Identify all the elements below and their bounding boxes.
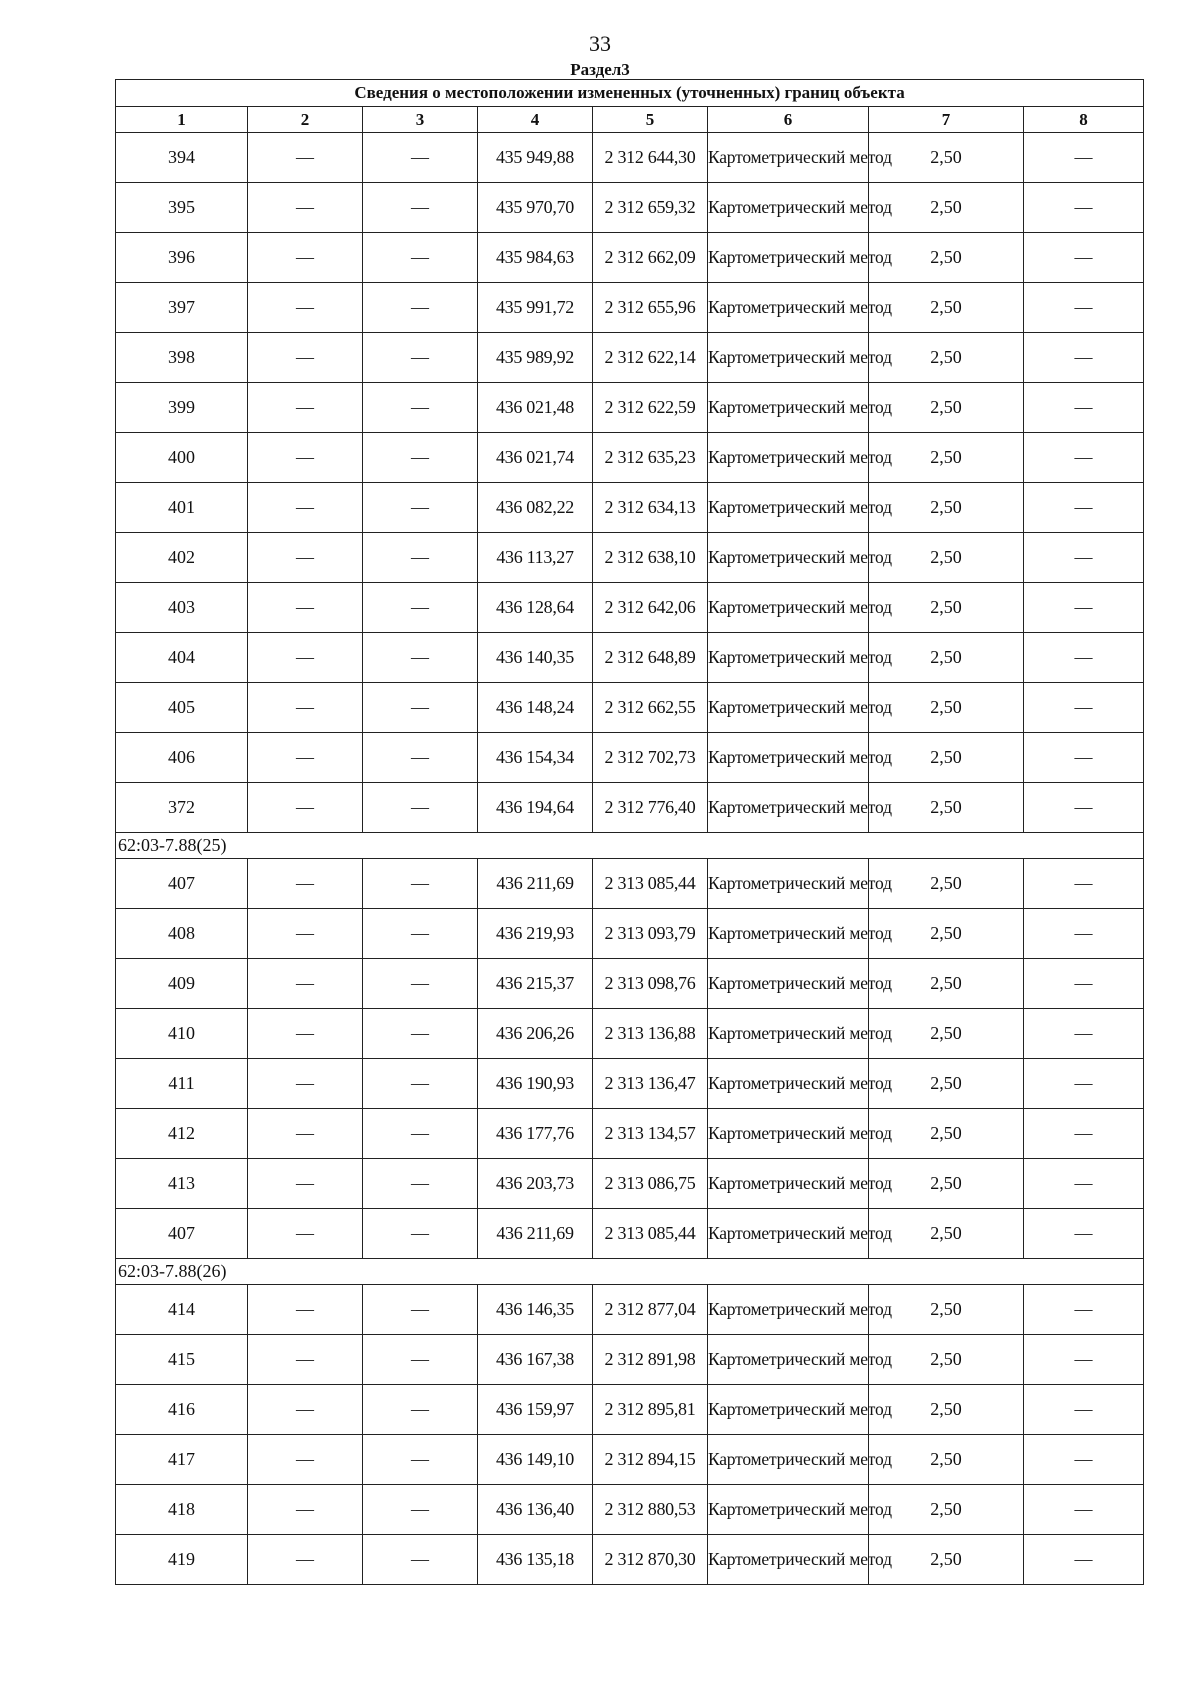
accuracy: 2,50	[869, 1435, 1024, 1485]
col-8-value: —	[1024, 859, 1144, 909]
y-coordinate: 2 313 098,76	[593, 959, 708, 1009]
accuracy: 2,50	[869, 1009, 1024, 1059]
y-coordinate: 2 312 634,13	[593, 483, 708, 533]
col-8-value: —	[1024, 1285, 1144, 1335]
col-2-value: —	[248, 1159, 363, 1209]
method: Картометрический метод	[708, 633, 869, 683]
col-3-value: —	[363, 1009, 478, 1059]
column-number-6: 6	[708, 107, 869, 133]
method: Картометрический метод	[708, 583, 869, 633]
col-8-value: —	[1024, 333, 1144, 383]
table-row	[116, 533, 1144, 583]
col-8-value: —	[1024, 909, 1144, 959]
table-caption: Сведения о местоположении измененных (уточненных) границ объекта	[116, 80, 1144, 107]
x-coordinate: 436 167,38	[478, 1335, 593, 1385]
col-3-value: —	[363, 633, 478, 683]
x-coordinate: 436 082,22	[478, 483, 593, 533]
col-3-value: —	[363, 1285, 478, 1335]
point-number: 409	[116, 959, 248, 1009]
table-row	[116, 1435, 1144, 1485]
col-8-value: —	[1024, 283, 1144, 333]
col-3-value: —	[363, 583, 478, 633]
col-8-value: —	[1024, 733, 1144, 783]
point-number: 412	[116, 1109, 248, 1159]
table-row	[116, 959, 1144, 1009]
table-row	[116, 383, 1144, 433]
accuracy: 2,50	[869, 333, 1024, 383]
y-coordinate: 2 312 877,04	[593, 1285, 708, 1335]
column-number-1: 1	[116, 107, 248, 133]
col-8-value: —	[1024, 1435, 1144, 1485]
point-number: 399	[116, 383, 248, 433]
col-8-value: —	[1024, 1335, 1144, 1385]
point-number: 417	[116, 1435, 248, 1485]
col-2-value: —	[248, 1059, 363, 1109]
column-number-3: 3	[363, 107, 478, 133]
y-coordinate: 2 312 644,30	[593, 133, 708, 183]
col-8-value: —	[1024, 183, 1144, 233]
col-3-value: —	[363, 733, 478, 783]
col-2-value: —	[248, 1535, 363, 1585]
point-number: 418	[116, 1485, 248, 1535]
table-row	[116, 733, 1144, 783]
table-caption-row	[116, 80, 1144, 107]
x-coordinate: 436 203,73	[478, 1159, 593, 1209]
y-coordinate: 2 313 085,44	[593, 859, 708, 909]
accuracy: 2,50	[869, 1335, 1024, 1385]
table-row	[116, 1485, 1144, 1535]
method: Картометрический метод	[708, 1335, 869, 1385]
point-number: 398	[116, 333, 248, 383]
y-coordinate: 2 312 702,73	[593, 733, 708, 783]
col-8-value: —	[1024, 1485, 1144, 1535]
col-8-value: —	[1024, 783, 1144, 833]
method: Картометрический метод	[708, 783, 869, 833]
method: Картометрический метод	[708, 1009, 869, 1059]
y-coordinate: 2 312 622,14	[593, 333, 708, 383]
table-row	[116, 1059, 1144, 1109]
method: Картометрический метод	[708, 483, 869, 533]
col-3-value: —	[363, 183, 478, 233]
boundary-coordinates-table	[115, 79, 1144, 1585]
column-number-row	[116, 107, 1144, 133]
col-3-value: —	[363, 483, 478, 533]
point-number: 414	[116, 1285, 248, 1335]
x-coordinate: 435 989,92	[478, 333, 593, 383]
col-3-value: —	[363, 859, 478, 909]
x-coordinate: 436 021,48	[478, 383, 593, 433]
col-2-value: —	[248, 533, 363, 583]
col-3-value: —	[363, 1159, 478, 1209]
col-2-value: —	[248, 783, 363, 833]
table-body	[116, 133, 1144, 1585]
accuracy: 2,50	[869, 183, 1024, 233]
table-row	[116, 683, 1144, 733]
col-8-value: —	[1024, 633, 1144, 683]
point-number: 404	[116, 633, 248, 683]
col-3-value: —	[363, 383, 478, 433]
accuracy: 2,50	[869, 383, 1024, 433]
accuracy: 2,50	[869, 1485, 1024, 1535]
col-2-value: —	[248, 909, 363, 959]
x-coordinate: 436 211,69	[478, 859, 593, 909]
point-number: 406	[116, 733, 248, 783]
point-number: 413	[116, 1159, 248, 1209]
col-3-value: —	[363, 1535, 478, 1585]
col-3-value: —	[363, 1485, 478, 1535]
table-row	[116, 909, 1144, 959]
y-coordinate: 2 313 134,57	[593, 1109, 708, 1159]
table-row	[116, 859, 1144, 909]
point-number: 397	[116, 283, 248, 333]
col-8-value: —	[1024, 133, 1144, 183]
method: Картометрический метод	[708, 1535, 869, 1585]
col-8-value: —	[1024, 1159, 1144, 1209]
col-8-value: —	[1024, 1009, 1144, 1059]
col-3-value: —	[363, 909, 478, 959]
x-coordinate: 436 177,76	[478, 1109, 593, 1159]
col-3-value: —	[363, 433, 478, 483]
col-3-value: —	[363, 1109, 478, 1159]
y-coordinate: 2 312 870,30	[593, 1535, 708, 1585]
y-coordinate: 2 313 086,75	[593, 1159, 708, 1209]
x-coordinate: 436 148,24	[478, 683, 593, 733]
column-number-2: 2	[248, 107, 363, 133]
y-coordinate: 2 312 895,81	[593, 1385, 708, 1435]
accuracy: 2,50	[869, 733, 1024, 783]
accuracy: 2,50	[869, 633, 1024, 683]
col-2-value: —	[248, 859, 363, 909]
point-number: 408	[116, 909, 248, 959]
col-3-value: —	[363, 683, 478, 733]
x-coordinate: 436 194,64	[478, 783, 593, 833]
col-2-value: —	[248, 483, 363, 533]
x-coordinate: 436 128,64	[478, 583, 593, 633]
y-coordinate: 2 313 085,44	[593, 1209, 708, 1259]
table-row	[116, 483, 1144, 533]
point-number: 395	[116, 183, 248, 233]
col-2-value: —	[248, 283, 363, 333]
column-number-7: 7	[869, 107, 1024, 133]
col-8-value: —	[1024, 1109, 1144, 1159]
method: Картометрический метод	[708, 233, 869, 283]
column-number-5: 5	[593, 107, 708, 133]
col-2-value: —	[248, 1109, 363, 1159]
point-number: 401	[116, 483, 248, 533]
col-2-value: —	[248, 133, 363, 183]
col-2-value: —	[248, 683, 363, 733]
y-coordinate: 2 312 622,59	[593, 383, 708, 433]
col-8-value: —	[1024, 433, 1144, 483]
x-coordinate: 436 021,74	[478, 433, 593, 483]
col-3-value: —	[363, 1059, 478, 1109]
method: Картометрический метод	[708, 909, 869, 959]
x-coordinate: 435 984,63	[478, 233, 593, 283]
col-2-value: —	[248, 233, 363, 283]
y-coordinate: 2 313 136,88	[593, 1009, 708, 1059]
col-2-value: —	[248, 733, 363, 783]
point-number: 407	[116, 1209, 248, 1259]
accuracy: 2,50	[869, 133, 1024, 183]
x-coordinate: 436 146,35	[478, 1285, 593, 1335]
x-coordinate: 435 991,72	[478, 283, 593, 333]
col-8-value: —	[1024, 683, 1144, 733]
col-8-value: —	[1024, 483, 1144, 533]
x-coordinate: 436 135,18	[478, 1535, 593, 1585]
col-2-value: —	[248, 1485, 363, 1535]
accuracy: 2,50	[869, 1059, 1024, 1109]
col-8-value: —	[1024, 1385, 1144, 1435]
y-coordinate: 2 312 635,23	[593, 433, 708, 483]
col-2-value: —	[248, 583, 363, 633]
point-number: 407	[116, 859, 248, 909]
method: Картометрический метод	[708, 1159, 869, 1209]
col-2-value: —	[248, 1285, 363, 1335]
table-row	[116, 433, 1144, 483]
method: Картометрический метод	[708, 1435, 869, 1485]
col-2-value: —	[248, 1435, 363, 1485]
x-coordinate: 436 215,37	[478, 959, 593, 1009]
column-number-8: 8	[1024, 107, 1144, 133]
x-coordinate: 436 140,35	[478, 633, 593, 683]
accuracy: 2,50	[869, 1109, 1024, 1159]
table-row	[116, 283, 1144, 333]
col-3-value: —	[363, 133, 478, 183]
method: Картометрический метод	[708, 733, 869, 783]
table-row	[116, 183, 1144, 233]
point-number: 396	[116, 233, 248, 283]
y-coordinate: 2 312 638,10	[593, 533, 708, 583]
section-title: Раздел3	[570, 60, 630, 79]
accuracy: 2,50	[869, 433, 1024, 483]
y-coordinate: 2 312 659,32	[593, 183, 708, 233]
method: Картометрический метод	[708, 1485, 869, 1535]
y-coordinate: 2 312 894,15	[593, 1435, 708, 1485]
x-coordinate: 436 206,26	[478, 1009, 593, 1059]
col-3-value: —	[363, 283, 478, 333]
point-number: 400	[116, 433, 248, 483]
y-coordinate: 2 312 662,09	[593, 233, 708, 283]
accuracy: 2,50	[869, 959, 1024, 1009]
group-header-row	[116, 833, 1144, 859]
point-number: 415	[116, 1335, 248, 1385]
x-coordinate: 435 970,70	[478, 183, 593, 233]
x-coordinate: 436 136,40	[478, 1485, 593, 1535]
method: Картометрический метод	[708, 133, 869, 183]
col-2-value: —	[248, 183, 363, 233]
point-number: 405	[116, 683, 248, 733]
table-row	[116, 1159, 1144, 1209]
accuracy: 2,50	[869, 859, 1024, 909]
table-row	[116, 133, 1144, 183]
group-header-row	[116, 1259, 1144, 1285]
col-3-value: —	[363, 1335, 478, 1385]
col-2-value: —	[248, 1385, 363, 1435]
y-coordinate: 2 312 648,89	[593, 633, 708, 683]
col-8-value: —	[1024, 383, 1144, 433]
method: Картометрический метод	[708, 1209, 869, 1259]
page-number: 33	[589, 31, 611, 56]
group-label: 62:03-7.88(25)	[116, 833, 1144, 859]
point-number: 394	[116, 133, 248, 183]
col-3-value: —	[363, 783, 478, 833]
method: Картометрический метод	[708, 333, 869, 383]
method: Картометрический метод	[708, 1285, 869, 1335]
accuracy: 2,50	[869, 233, 1024, 283]
col-3-value: —	[363, 233, 478, 283]
accuracy: 2,50	[869, 683, 1024, 733]
col-8-value: —	[1024, 1209, 1144, 1259]
method: Картометрический метод	[708, 183, 869, 233]
col-3-value: —	[363, 959, 478, 1009]
col-8-value: —	[1024, 1535, 1144, 1585]
col-2-value: —	[248, 1009, 363, 1059]
col-2-value: —	[248, 433, 363, 483]
method: Картометрический метод	[708, 683, 869, 733]
col-2-value: —	[248, 333, 363, 383]
accuracy: 2,50	[869, 1209, 1024, 1259]
col-8-value: —	[1024, 533, 1144, 583]
col-3-value: —	[363, 1435, 478, 1485]
table-row	[116, 233, 1144, 283]
col-3-value: —	[363, 533, 478, 583]
col-2-value: —	[248, 633, 363, 683]
point-number: 411	[116, 1059, 248, 1109]
method: Картометрический метод	[708, 433, 869, 483]
accuracy: 2,50	[869, 1385, 1024, 1435]
col-2-value: —	[248, 1209, 363, 1259]
col-8-value: —	[1024, 583, 1144, 633]
y-coordinate: 2 312 776,40	[593, 783, 708, 833]
x-coordinate: 436 154,34	[478, 733, 593, 783]
point-number: 410	[116, 1009, 248, 1059]
method: Картометрический метод	[708, 959, 869, 1009]
table-row	[116, 1335, 1144, 1385]
table-row	[116, 783, 1144, 833]
method: Картометрический метод	[708, 1059, 869, 1109]
x-coordinate: 436 211,69	[478, 1209, 593, 1259]
method: Картометрический метод	[708, 859, 869, 909]
accuracy: 2,50	[869, 1159, 1024, 1209]
method: Картометрический метод	[708, 1109, 869, 1159]
point-number: 402	[116, 533, 248, 583]
method: Картометрический метод	[708, 1385, 869, 1435]
point-number: 416	[116, 1385, 248, 1435]
col-2-value: —	[248, 959, 363, 1009]
table-row	[116, 1385, 1144, 1435]
col-3-value: —	[363, 1209, 478, 1259]
accuracy: 2,50	[869, 283, 1024, 333]
accuracy: 2,50	[869, 909, 1024, 959]
table-row	[116, 1535, 1144, 1585]
accuracy: 2,50	[869, 1535, 1024, 1585]
table-row	[116, 1285, 1144, 1335]
col-2-value: —	[248, 383, 363, 433]
table-row	[116, 1209, 1144, 1259]
y-coordinate: 2 312 655,96	[593, 283, 708, 333]
accuracy: 2,50	[869, 483, 1024, 533]
point-number: 403	[116, 583, 248, 633]
col-3-value: —	[363, 1385, 478, 1435]
col-8-value: —	[1024, 1059, 1144, 1109]
y-coordinate: 2 312 880,53	[593, 1485, 708, 1535]
table-row	[116, 1109, 1144, 1159]
x-coordinate: 436 190,93	[478, 1059, 593, 1109]
table-row	[116, 1009, 1144, 1059]
x-coordinate: 436 113,27	[478, 533, 593, 583]
table-row	[116, 633, 1144, 683]
point-number: 419	[116, 1535, 248, 1585]
x-coordinate: 436 159,97	[478, 1385, 593, 1435]
col-8-value: —	[1024, 233, 1144, 283]
col-3-value: —	[363, 333, 478, 383]
group-label: 62:03-7.88(26)	[116, 1259, 1144, 1285]
y-coordinate: 2 312 642,06	[593, 583, 708, 633]
col-8-value: —	[1024, 959, 1144, 1009]
method: Картометрический метод	[708, 533, 869, 583]
table-row	[116, 583, 1144, 633]
column-number-4: 4	[478, 107, 593, 133]
y-coordinate: 2 312 891,98	[593, 1335, 708, 1385]
y-coordinate: 2 313 093,79	[593, 909, 708, 959]
accuracy: 2,50	[869, 533, 1024, 583]
method: Картометрический метод	[708, 283, 869, 333]
accuracy: 2,50	[869, 583, 1024, 633]
x-coordinate: 435 949,88	[478, 133, 593, 183]
accuracy: 2,50	[869, 783, 1024, 833]
col-2-value: —	[248, 1335, 363, 1385]
point-number: 372	[116, 783, 248, 833]
x-coordinate: 436 219,93	[478, 909, 593, 959]
table-row	[116, 333, 1144, 383]
y-coordinate: 2 312 662,55	[593, 683, 708, 733]
y-coordinate: 2 313 136,47	[593, 1059, 708, 1109]
accuracy: 2,50	[869, 1285, 1024, 1335]
x-coordinate: 436 149,10	[478, 1435, 593, 1485]
method: Картометрический метод	[708, 383, 869, 433]
